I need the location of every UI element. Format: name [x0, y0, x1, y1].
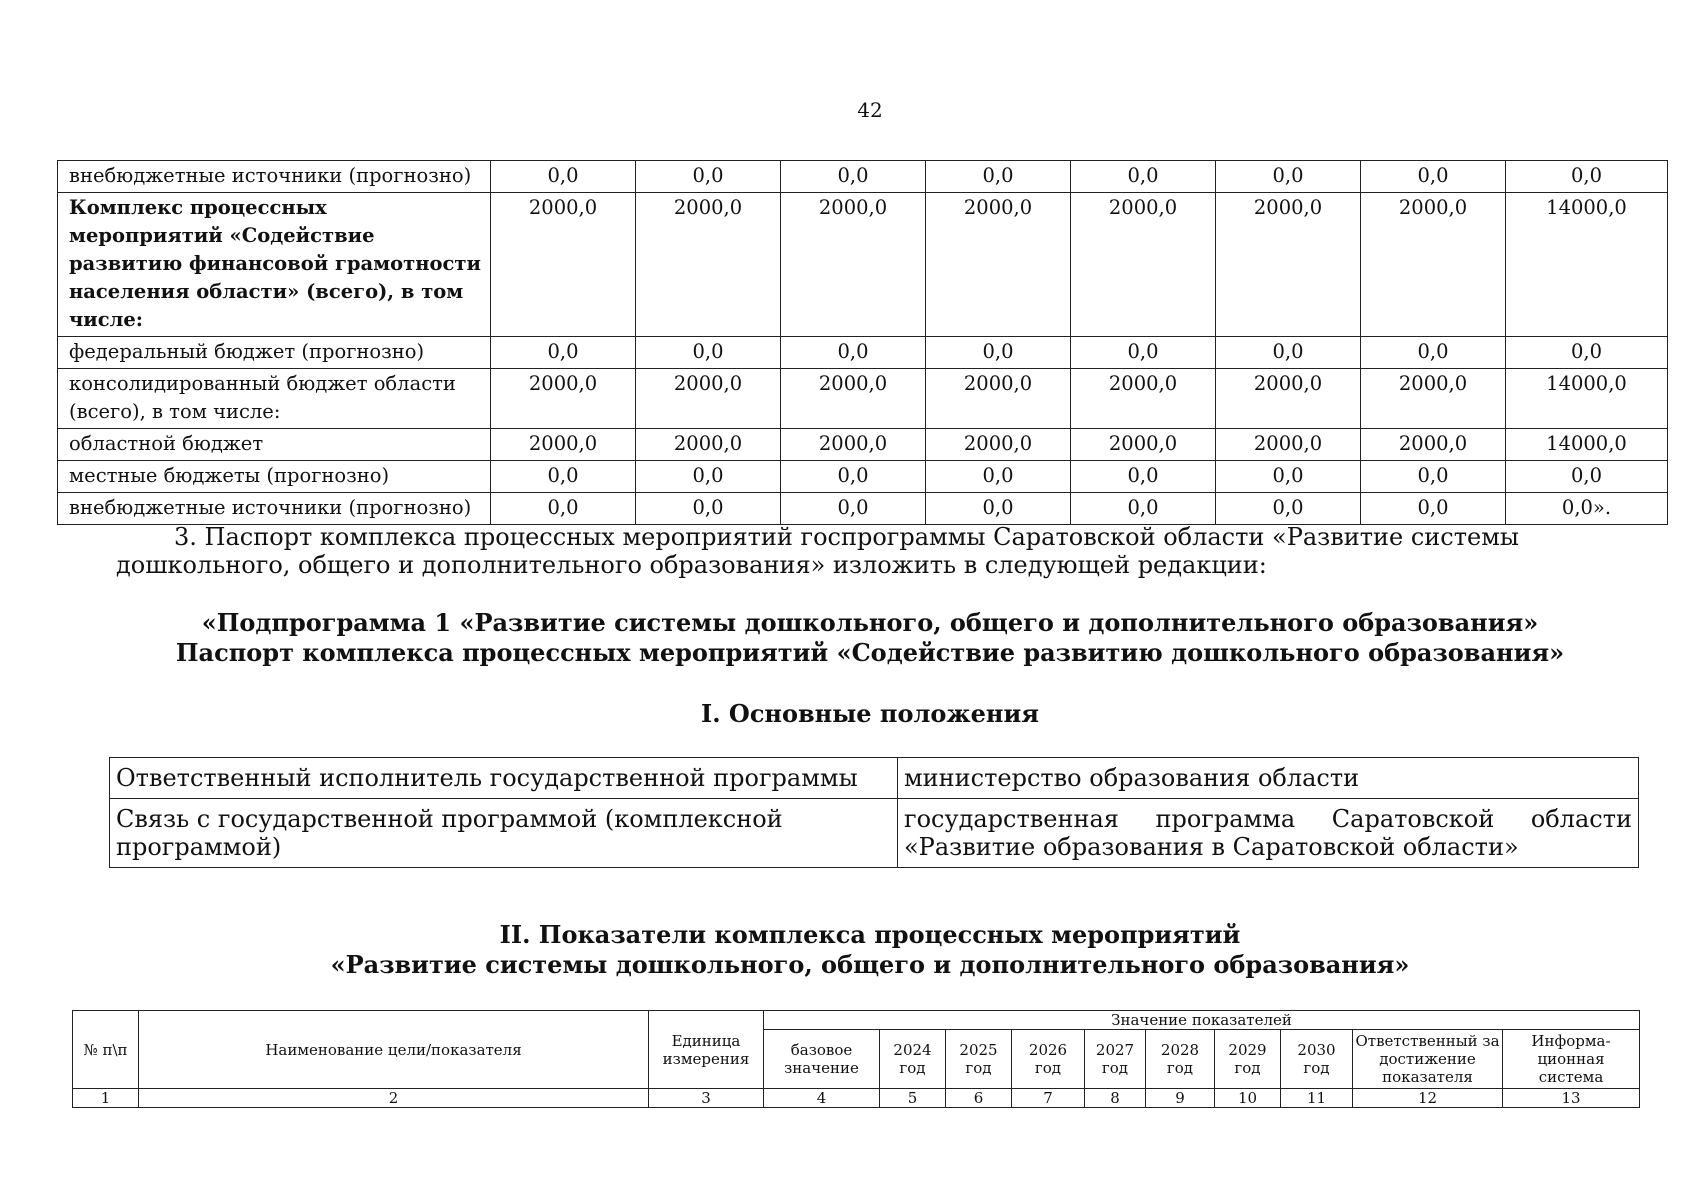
- column-numbering-row: [73, 1089, 1640, 1108]
- col-year-header: 2029 год: [1215, 1030, 1281, 1089]
- amendment-paragraph: 3. Паспорт комплекса процессных мероприятий госпрограммы Саратовской области «Развитие системы дошкольного, общего и дополнительного образования» изложить в следующей редакции:: [116, 523, 1519, 579]
- financing-value-cell: 2000,0: [1216, 369, 1361, 429]
- financing-value-cell: 0,0: [491, 461, 636, 493]
- financing-value-cell: 2000,0: [926, 369, 1071, 429]
- financing-value-cell: 0,0: [1071, 337, 1216, 369]
- financing-value-cell: 0,0: [1361, 337, 1506, 369]
- financing-source-label: Комплекс процессных мероприятий «Содействие развитию финансовой грамотности населения области» (всего), в том числе:: [58, 193, 491, 337]
- financing-value-cell: 2000,0: [781, 193, 926, 337]
- column-number-cell: 13: [1503, 1089, 1640, 1108]
- financing-value-cell: 0,0: [926, 461, 1071, 493]
- financing-value-cell: 0,0: [491, 493, 636, 525]
- provisions-word: государственная: [904, 805, 1119, 833]
- section-2-subtitle: «Развитие системы дошкольного, общего и дополнительного образования»: [330, 950, 1410, 979]
- financing-value-cell: 2000,0: [1071, 369, 1216, 429]
- col-year-header: 2030 год: [1281, 1030, 1353, 1089]
- financing-row: [58, 161, 1668, 193]
- financing-source-label: консолидированный бюджет области (всего), в том числе:: [58, 369, 491, 429]
- financing-value-cell: 2000,0: [1071, 193, 1216, 337]
- column-number-cell: 1: [73, 1089, 139, 1108]
- financing-value-cell: 2000,0: [1361, 193, 1506, 337]
- col-responsible-header: Ответственный за достижение показателя: [1353, 1030, 1503, 1089]
- financing-row: [58, 461, 1668, 493]
- provisions-value: [898, 799, 1639, 868]
- col-number-header: № п\п: [73, 1011, 139, 1089]
- financing-value-cell: 0,0: [636, 337, 781, 369]
- subprogram-heading: «Подпрограмма 1 «Развитие системы дошкольного, общего и дополнительного образования»: [201, 608, 1539, 637]
- financing-value-cell: 2000,0: [1361, 369, 1506, 429]
- financing-value-cell: 0,0: [1071, 161, 1216, 193]
- financing-value-cell: 0,0: [926, 337, 1071, 369]
- financing-value-cell: 0,0: [1216, 337, 1361, 369]
- financing-value-cell: 2000,0: [636, 429, 781, 461]
- column-number-cell: 2: [139, 1089, 649, 1108]
- financing-value-cell: 2000,0: [781, 369, 926, 429]
- col-year-header: 2027 год: [1085, 1030, 1146, 1089]
- financing-row: [58, 429, 1668, 461]
- section-2-title: II. Показатели комплекса процессных мероприятий: [499, 920, 1241, 949]
- financing-value-cell: 0,0: [636, 493, 781, 525]
- financing-value-cell: 2000,0: [781, 429, 926, 461]
- financing-value-cell: 0,0: [1506, 337, 1668, 369]
- financing-value-cell: 2000,0: [1361, 429, 1506, 461]
- financing-value-cell: 0,0: [1506, 461, 1668, 493]
- column-number-cell: 7: [1012, 1089, 1085, 1108]
- financing-value-cell: 0,0».: [1506, 493, 1668, 525]
- provisions-value-line: «Развитие образования в Саратовской области»: [904, 833, 1519, 861]
- col-year-header: 2024 год: [880, 1030, 946, 1089]
- provisions-value: министерство образования области: [898, 758, 1639, 799]
- financing-value-cell: 0,0: [781, 161, 926, 193]
- financing-value-cell: 0,0: [781, 493, 926, 525]
- financing-source-label: внебюджетные источники (прогнозно): [58, 161, 491, 193]
- financing-value-cell: 2000,0: [491, 429, 636, 461]
- financing-source-label: местные бюджеты (прогнозно): [58, 461, 491, 493]
- col-base-header: базовое значение: [764, 1030, 880, 1089]
- financing-value-cell: 2000,0: [491, 369, 636, 429]
- financing-value-cell: 2000,0: [491, 193, 636, 337]
- section-1-title: I. Основные положения: [700, 699, 1040, 728]
- col-info-system-header: Информа-ционная система: [1503, 1030, 1640, 1089]
- financing-row: [58, 369, 1668, 429]
- column-number-cell: 12: [1353, 1089, 1503, 1108]
- financing-source-label: областной бюджет: [58, 429, 491, 461]
- column-number-cell: 11: [1281, 1089, 1353, 1108]
- financing-value-cell: 2000,0: [1216, 429, 1361, 461]
- financing-value-cell: 0,0: [636, 161, 781, 193]
- financing-value-cell: 0,0: [926, 161, 1071, 193]
- financing-value-cell: 0,0: [491, 337, 636, 369]
- financing-value-cell: 0,0: [926, 493, 1071, 525]
- financing-value-cell: 14000,0: [1506, 369, 1668, 429]
- provisions-label: Связь с государственной программой (комплексной программой): [110, 799, 898, 868]
- page-number: 42: [857, 98, 883, 122]
- indicators-table: [72, 1010, 1640, 1108]
- col-name-header: Наименование цели/показателя: [139, 1011, 649, 1089]
- financing-source-label: федеральный бюджет (прогнозно): [58, 337, 491, 369]
- financing-value-cell: 0,0: [1071, 461, 1216, 493]
- financing-value-cell: 14000,0: [1506, 429, 1668, 461]
- financing-value-cell: 0,0: [1506, 161, 1668, 193]
- provisions-row: [110, 758, 1639, 799]
- financing-value-cell: 0,0: [1361, 461, 1506, 493]
- col-year-header: 2028 год: [1146, 1030, 1215, 1089]
- provisions-word: программа: [1155, 805, 1296, 833]
- financing-value-cell: 0,0: [781, 337, 926, 369]
- financing-value-cell: 0,0: [1216, 461, 1361, 493]
- column-number-cell: 8: [1085, 1089, 1146, 1108]
- column-number-cell: 9: [1146, 1089, 1215, 1108]
- provisions-value-line: [904, 805, 1632, 833]
- column-number-cell: 4: [764, 1089, 880, 1108]
- financing-value-cell: 0,0: [1216, 161, 1361, 193]
- financing-value-cell: 2000,0: [926, 429, 1071, 461]
- financing-value-cell: 0,0: [1361, 161, 1506, 193]
- provisions-word: Саратовской: [1331, 805, 1495, 833]
- financing-value-cell: 0,0: [1071, 493, 1216, 525]
- col-unit-header: Единица измерения: [649, 1011, 764, 1089]
- values-group-header: Значение показателей: [764, 1011, 1640, 1030]
- provisions-label: Ответственный исполнитель государственной программы: [110, 758, 898, 799]
- financing-row: [58, 493, 1668, 525]
- financing-value-cell: 0,0: [781, 461, 926, 493]
- financing-source-label: внебюджетные источники (прогнозно): [58, 493, 491, 525]
- financing-value-cell: 0,0: [636, 461, 781, 493]
- column-number-cell: 6: [946, 1089, 1012, 1108]
- financing-value-cell: 2000,0: [636, 369, 781, 429]
- provisions-row: [110, 799, 1639, 868]
- financing-value-cell: 0,0: [491, 161, 636, 193]
- financing-value-cell: 2000,0: [636, 193, 781, 337]
- passport-heading: Паспорт комплекса процессных мероприятий «Содействие развитию дошкольного образования»: [175, 638, 1565, 667]
- financing-value-cell: 14000,0: [1506, 193, 1668, 337]
- financing-value-cell: 2000,0: [1071, 429, 1216, 461]
- col-year-header: 2025 год: [946, 1030, 1012, 1089]
- column-number-cell: 5: [880, 1089, 946, 1108]
- column-number-cell: 3: [649, 1089, 764, 1108]
- col-year-header: 2026 год: [1012, 1030, 1085, 1089]
- column-number-cell: 10: [1215, 1089, 1281, 1108]
- basic-provisions-table: [109, 757, 1639, 868]
- financing-row: [58, 193, 1668, 337]
- provisions-word: области: [1530, 805, 1632, 833]
- financing-value-cell: 0,0: [1361, 493, 1506, 525]
- financing-value-cell: 2000,0: [926, 193, 1071, 337]
- financing-table: [57, 160, 1668, 525]
- financing-value-cell: 2000,0: [1216, 193, 1361, 337]
- financing-row: [58, 337, 1668, 369]
- financing-value-cell: 0,0: [1216, 493, 1361, 525]
